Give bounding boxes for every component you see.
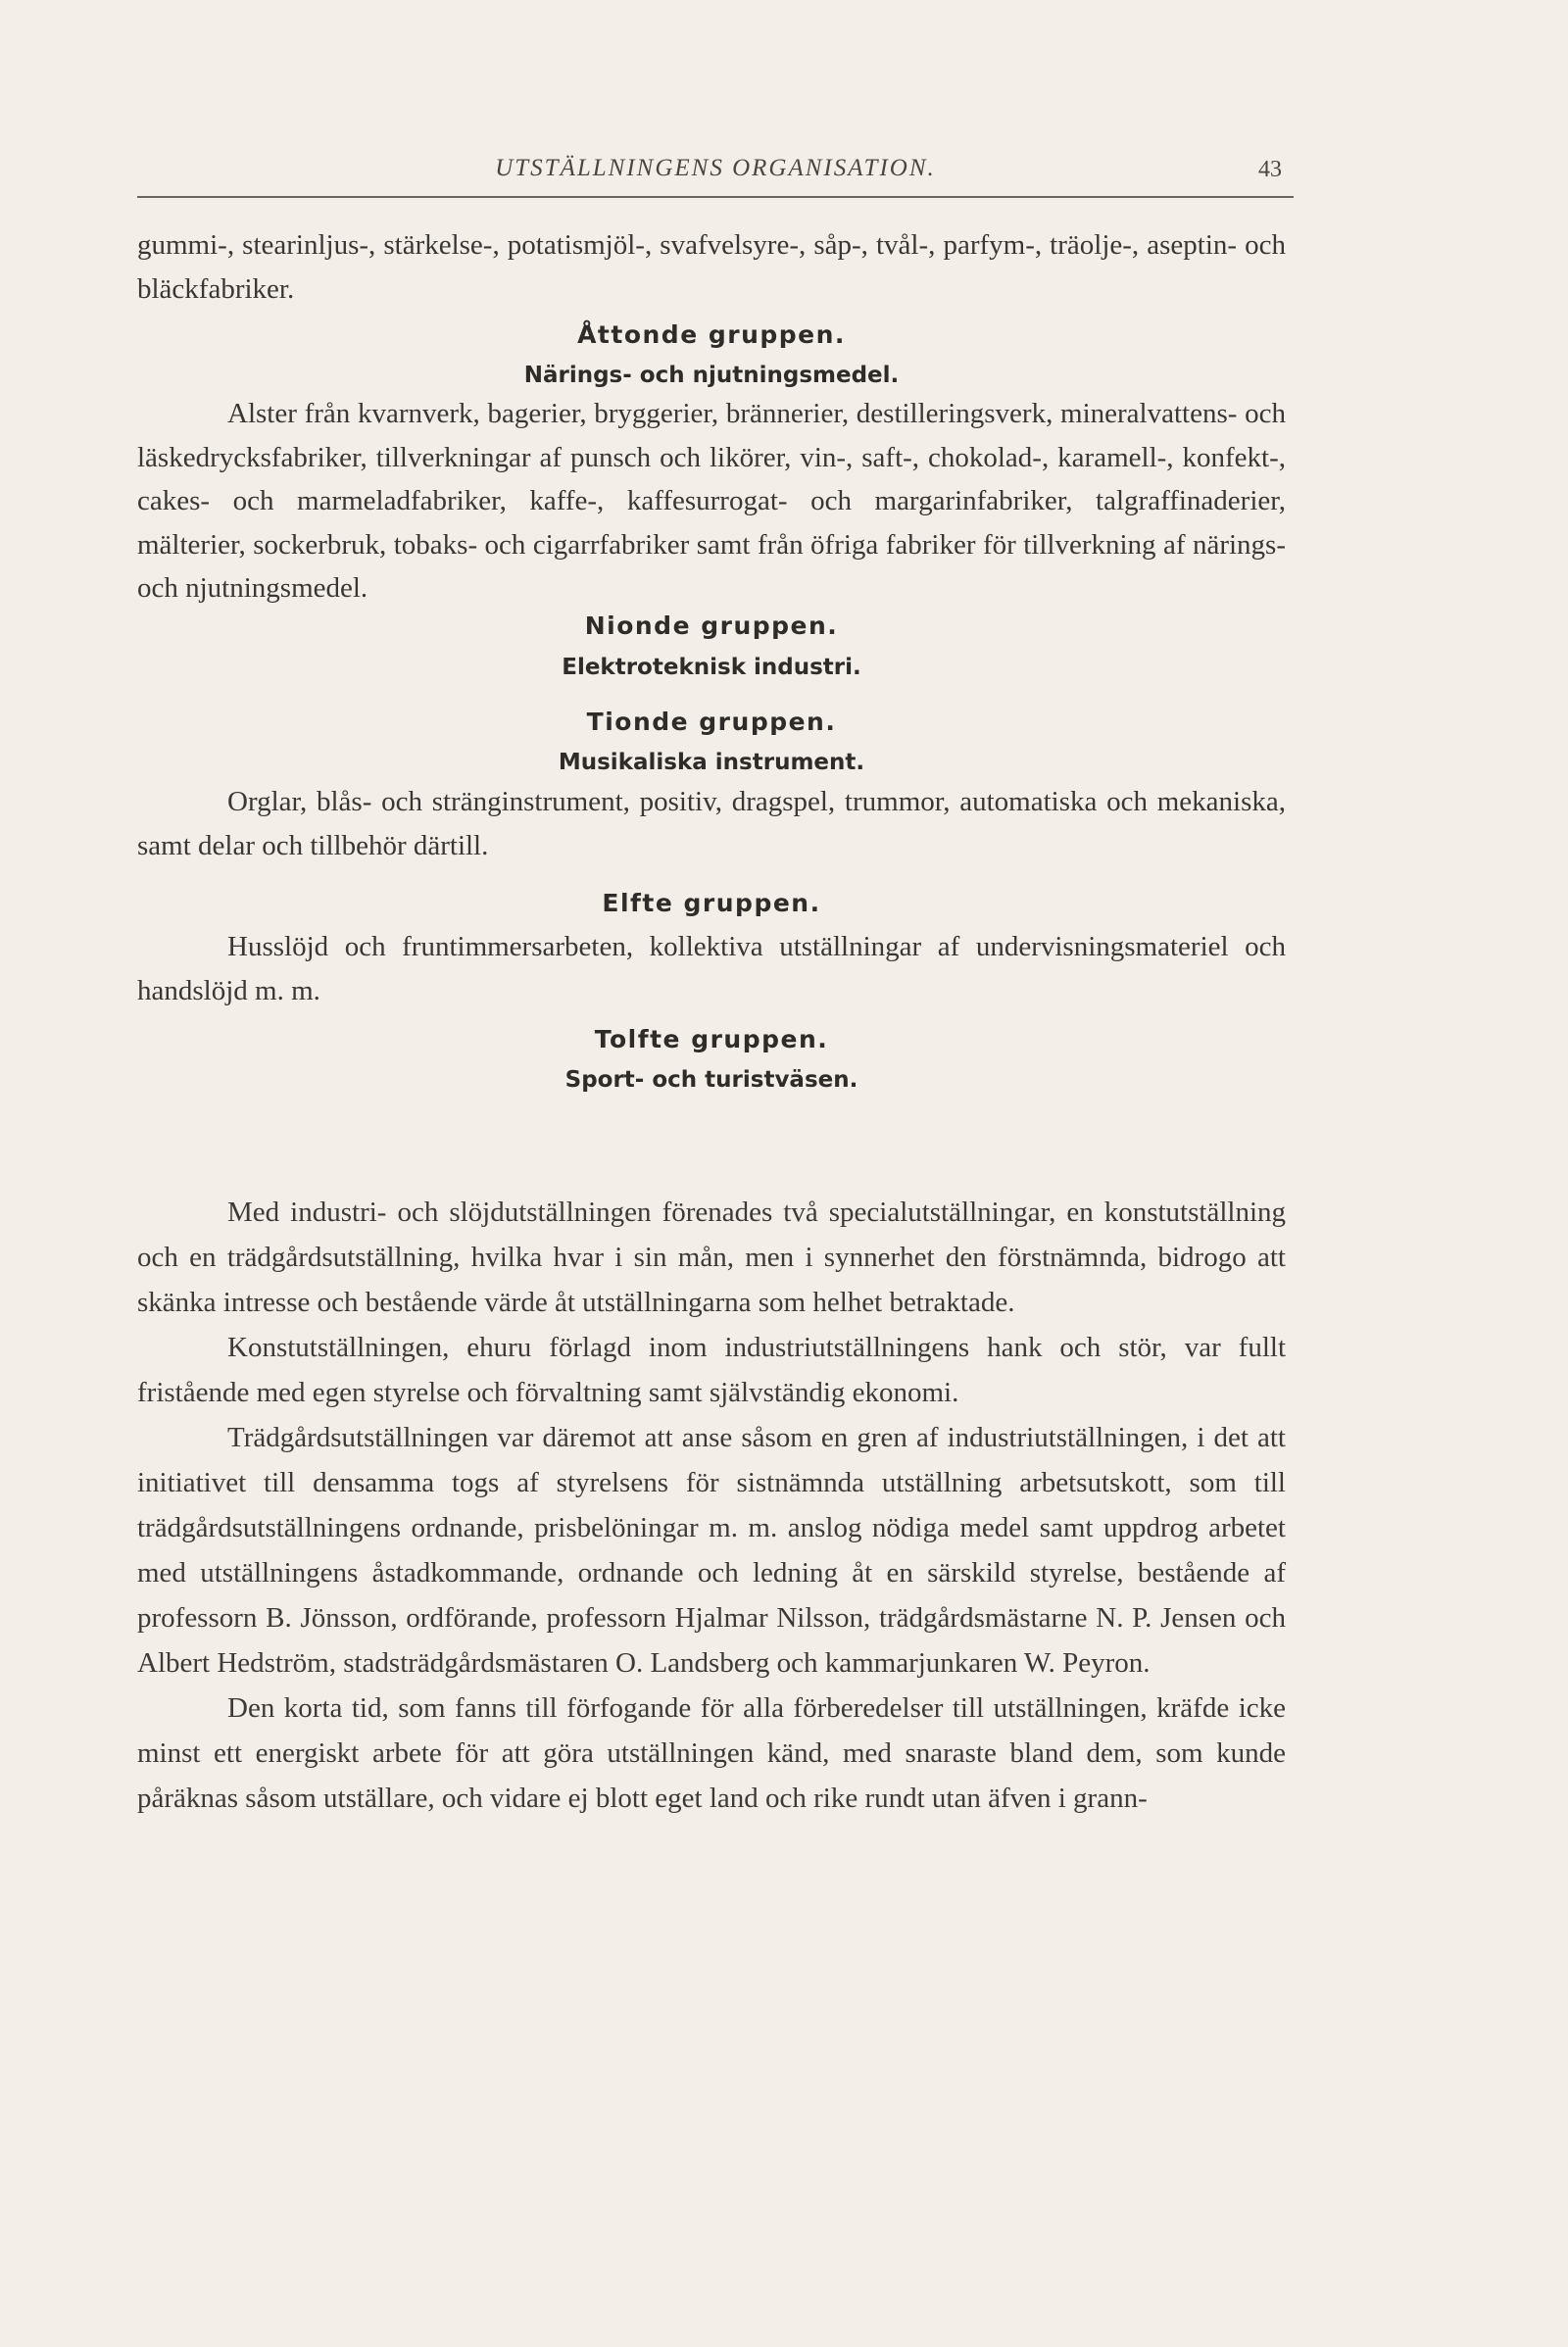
running-title: UTSTÄLLNINGENS ORGANISATION. — [495, 155, 936, 181]
section-subtitle-10: Musikaliska instrument. — [558, 750, 865, 775]
section-text-10 — [137, 780, 1286, 867]
paragraph-text: gummi-, stearinljus-, stärkelse-, potatismjöl-, svafvelsyre-, såp-, tvål-, parfym-, träolje-, aseptin- och bläckfabriker. — [137, 229, 1286, 305]
paragraph-text: Husslöjd och fruntimmersarbeten, kollektiva utställningar af undervisningsmateriel och handslöjd m. m. — [137, 931, 1286, 1006]
page-header — [137, 147, 1294, 198]
intro-paragraph — [137, 223, 1286, 311]
body-text — [137, 1190, 1286, 1821]
section-heading-10: Tionde gruppen. — [586, 708, 837, 736]
paragraph-text: Orglar, blås- och stränginstrument, positiv, dragspel, trummor, automatiska och mekaniska, samt delar och tillbehör därtill. — [137, 786, 1286, 861]
section-subtitle-12: Sport- och turistväsen. — [564, 1067, 858, 1093]
section-text-11 — [137, 925, 1286, 1012]
section-text-8 — [137, 392, 1286, 611]
body-paragraph-1: Med industri- och slöjdutställningen förenades två specialutställningar, en konstutställning och en trädgårdsutställning, hvilka hvar i sin mån, men i synnerhet den förstnämnda, bidrogo att skänka intresse och bestående värde åt utställningarna som helhet betraktade. — [137, 1197, 1286, 1318]
section-subtitle-8: Närings- och njutningsmedel. — [523, 363, 900, 388]
body-paragraph-3: Trädgårdsutställningen var däremot att anse såsom en gren af industriutställningen, i det att initiativet till densamma togs af styrelsens för sistnämnda utställning arbetsutskott, som till trädgårdsutställningens ordnande, prisbelöningar m. m. anslog nödiga medel samt uppdrog arbetet med utställningens åstadkommande, ordnande och ledning åt en särskild styrelse, bestående af professorn B. Jönsson, ordförande, professorn Hjalmar Nilsson, trädgårdsmästarne N. P. Jensen och Albert Hedström, stadsträdgårdsmästaren O. Landsberg och kammarjunkaren W. Peyron. — [137, 1422, 1286, 1679]
paragraph-text: Alster från kvarnverk, bagerier, bryggerier, brännerier, destilleringsverk, mineralvattens- och läskedrycksfabriker, tillverkningar af punsch och likörer, vin-, saft-, chokolad-, karamell-, konfekt-, cakes- och marmeladfabriker, kaffe-, kaffesurrogat- och margarinfabriker, talgraffinaderier, mälterier, sockerbruk, tobaks- och cigarrfabriker samt från öfriga fabriker för tillverkning af närings- och njutningsmedel. — [137, 398, 1286, 604]
body-paragraph-2: Konstutställningen, ehuru förlagd inom industriutställningens hank och stör, var fullt fristående med egen styrelse och förvaltning samt självständig ekonomi. — [137, 1332, 1286, 1408]
body-paragraph-4: Den korta tid, som fanns till förfogande för alla förberedelser till utställningen, kräfde icke minst ett energiskt arbete för att göra utställningen känd, med snaraste bland dem, som kunde påräknas såsom utställare, och vidare ej blott eget land och rike rundt utan äfven i grann- — [137, 1692, 1286, 1814]
section-heading-8: Åttonde gruppen. — [577, 320, 846, 349]
section-heading-12: Tolfte gruppen. — [594, 1025, 829, 1053]
page-number: 43 — [1258, 157, 1282, 182]
section-heading-11: Elfte gruppen. — [602, 889, 821, 917]
section-subtitle-9: Elektroteknisk industri. — [562, 655, 861, 680]
section-heading-9: Nionde gruppen. — [584, 611, 839, 640]
